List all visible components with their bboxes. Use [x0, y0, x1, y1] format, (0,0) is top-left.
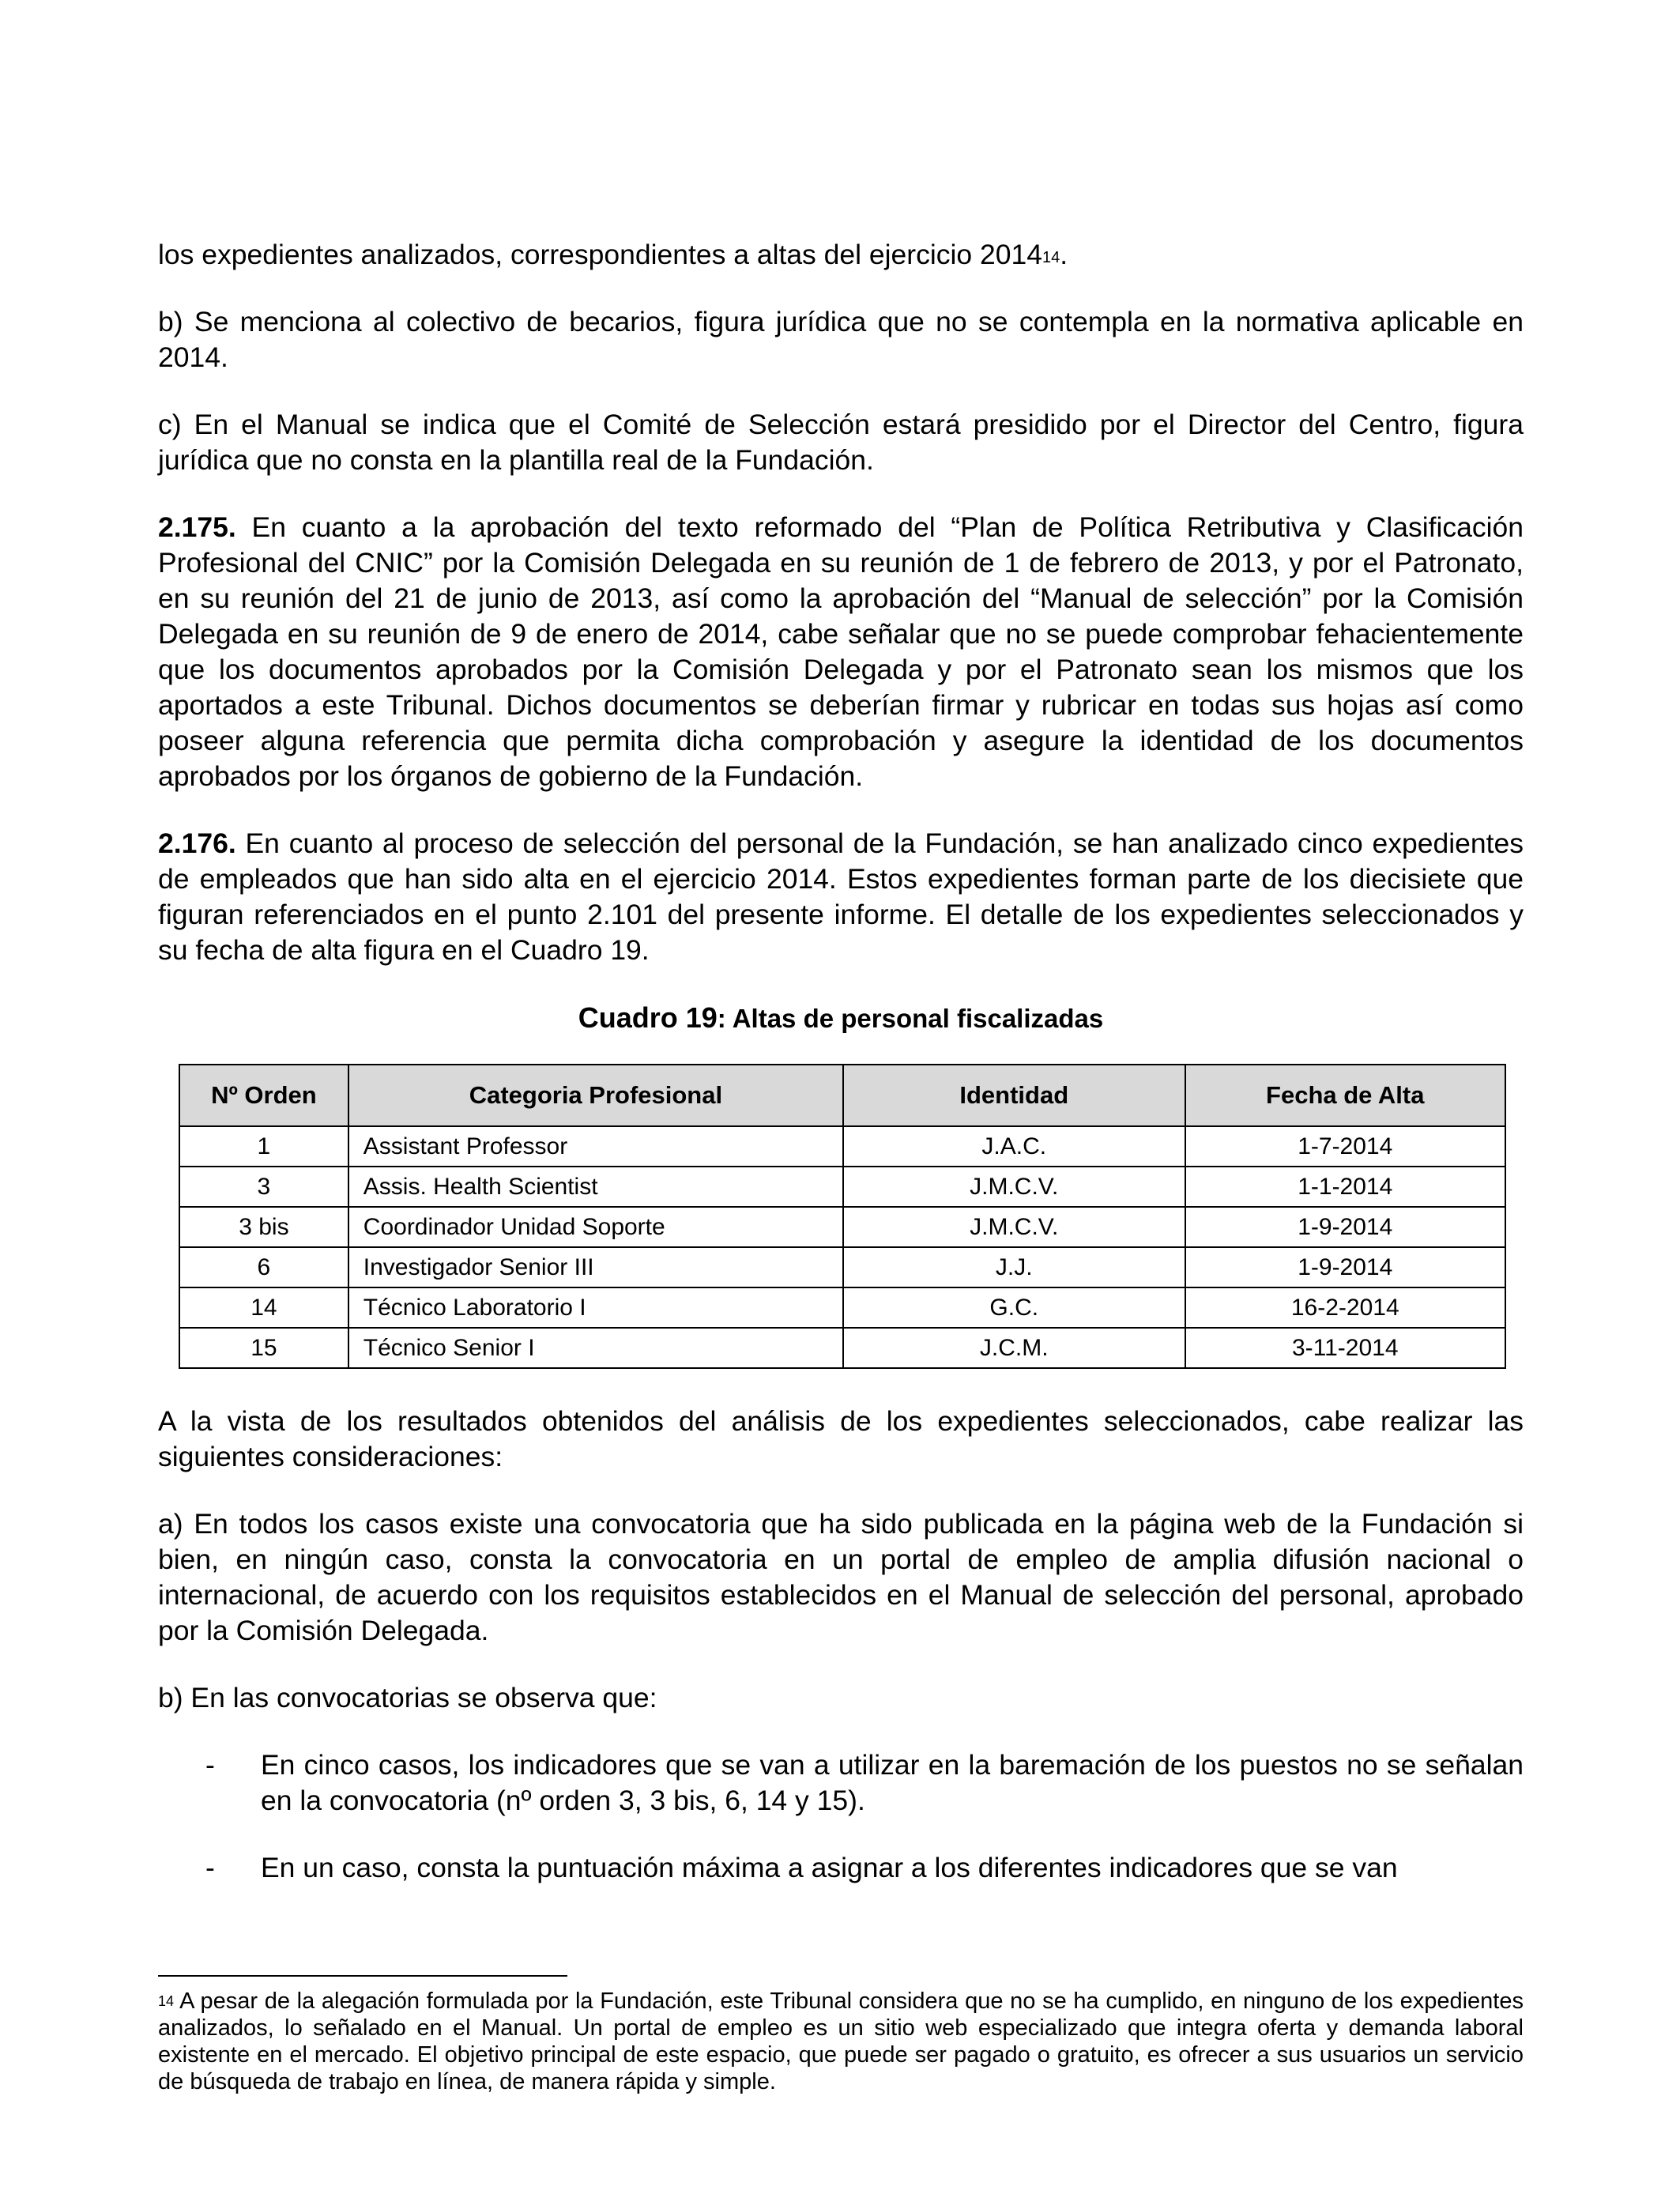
table-row	[179, 1247, 1505, 1287]
document-page	[158, 237, 1524, 1917]
cell-orden: 3	[179, 1167, 348, 1207]
table-title	[158, 1000, 1524, 1036]
cell-identidad: J.A.C.	[843, 1126, 1185, 1167]
cell-fecha: 16-2-2014	[1185, 1287, 1506, 1328]
cell-fecha: 1-1-2014	[1185, 1167, 1506, 1207]
footnote-reference[interactable]: 14	[1042, 249, 1060, 266]
paragraph-text: En cuanto al proceso de selección del personal de la Fundación, se han analizado cinco expedientes de empleados que han sido alta en el ejercicio 2014. Estos expedientes forman parte de los diecisiete que figuran referenciados en el punto 2.101 del presente informe. El detalle de los expedientes seleccionados y su fecha de alta figura en el Cuadro 19.	[158, 827, 1524, 966]
paragraph-b: b) Se menciona al colectivo de becarios, figura jurídica que no se contempla en la normativa aplicable en 2014.	[158, 306, 1524, 373]
cell-identidad: J.J.	[843, 1247, 1185, 1287]
altas-table	[179, 1064, 1506, 1369]
bullet-dash: -	[205, 1852, 215, 1883]
table-header-row	[179, 1065, 1505, 1126]
table-row	[179, 1167, 1505, 1207]
cell-identidad: J.C.M.	[843, 1328, 1185, 1368]
cell-identidad: G.C.	[843, 1287, 1185, 1328]
cell-categoria: Coordinador Unidad Soporte	[348, 1207, 843, 1247]
table-row	[179, 1287, 1505, 1328]
bullet-dash: -	[205, 1749, 215, 1781]
cell-categoria: Assis. Health Scientist	[348, 1167, 843, 1207]
paragraph-2-175	[158, 510, 1524, 794]
paragraph-number: 2.176.	[158, 827, 236, 859]
header-identidad: Identidad	[843, 1065, 1185, 1126]
table-row	[179, 1126, 1505, 1167]
cell-fecha: 3-11-2014	[1185, 1328, 1506, 1368]
cell-identidad: J.M.C.V.	[843, 1207, 1185, 1247]
cell-categoria: Assistant Professor	[348, 1126, 843, 1167]
bullet-text: En un caso, consta la puntuación máxima a asignar a los diferentes indicadores que se van	[261, 1852, 1398, 1883]
footnote-number: 14	[158, 1993, 175, 2009]
paragraph-b-convocatorias: b) En las convocatorias se observa que:	[158, 1682, 657, 1713]
cell-orden: 15	[179, 1328, 348, 1368]
paragraph-c: c) En el Manual se indica que el Comité de Selección estará presidido por el Director del Centro, figura jurídica que no consta en la plantilla real de la Fundación.	[158, 409, 1524, 476]
cell-fecha: 1-9-2014	[1185, 1207, 1506, 1247]
cell-categoria: Técnico Senior I	[348, 1328, 843, 1368]
paragraph-number: 2.175.	[158, 511, 236, 543]
cell-fecha: 1-7-2014	[1185, 1126, 1506, 1167]
header-orden: Nº Orden	[179, 1065, 348, 1126]
footnote	[158, 1988, 1524, 2095]
table-title-main: Cuadro 19	[578, 1001, 718, 1034]
cell-orden: 6	[179, 1247, 348, 1287]
paragraph-2-176	[158, 826, 1524, 968]
paragraph-text: En cuanto a la aprobación del texto reformado del “Plan de Política Retributiva y Clasificación Profesional del CNIC” por la Comisión Delegada en su reunión de 1 de febrero de 2013, y por el Patronato, en su reunión del 21 de junio de 2013, así como la aprobación del “Manual de selección” por la Comisión Delegada en su reunión de 9 de enero de 2014, cabe señalar que no se puede comprobar fehacientemente que los documentos aprobados por la Comisión Delegada y por el Patronato sean los mismos que los aportados a este Tribunal. Dichos documentos se deberían firmar y rubricar en todas sus hojas así como poseer alguna referencia que permita dicha comprobación y asegure la identidad de los documentos aprobados por los órganos de gobierno de la Fundación.	[158, 511, 1524, 792]
header-fecha: Fecha de Alta	[1185, 1065, 1506, 1126]
bullet-text: En cinco casos, los indicadores que se van a utilizar en la baremación de los puestos no se señalan en la convocatoria (nº orden 3, 3 bis, 6, 14 y 15).	[261, 1749, 1524, 1816]
cell-categoria: Técnico Laboratorio I	[348, 1287, 843, 1328]
header-categoria: Categoria Profesional	[348, 1065, 843, 1126]
paragraph-a: a) En todos los casos existe una convocatoria que ha sido publicada en la página web de la Fundación si bien, en ningún caso, consta la convocatoria en un portal de empleo de amplia difusión nacional o internacional, de acuerdo con los requisitos establecidos en el Manual de selección del personal, aprobado por la Comisión Delegada.	[158, 1508, 1524, 1646]
paragraph-consideraciones: A la vista de los resultados obtenidos del análisis de los expedientes seleccionados, cabe realizar las siguientes consideraciones:	[158, 1405, 1524, 1472]
cell-fecha: 1-9-2014	[1185, 1247, 1506, 1287]
table-row	[179, 1207, 1505, 1247]
footnote-text: A pesar de la alegación formulada por la Fundación, este Tribunal considera que no se ha cumplido, en ninguno de los expedientes analizados, lo señalado en el Manual. Un portal de empleo es un sitio web especializado que integra oferta y demanda laboral existente en el mercado. El objetivo principal de este espacio, que puede ser pagado o gratuito, es ofrecer a sus usuarios un servicio de búsqueda de trabajo en línea, de manera rápida y simple.	[158, 1989, 1524, 2094]
paragraph-text: los expedientes analizados, correspondientes a altas del ejercicio 2014	[158, 239, 1042, 270]
cell-orden: 3 bis	[179, 1207, 348, 1247]
paragraph-continuation: los expedientes analizados, correspondientes a altas del ejercicio 2014$^{14}$.	[158, 239, 1068, 270]
footnote-separator	[158, 1975, 567, 1977]
table-title-sub: : Altas de personal fiscalizadas	[717, 1004, 1104, 1033]
table-row	[179, 1328, 1505, 1368]
cell-identidad: J.M.C.V.	[843, 1167, 1185, 1207]
cell-orden: 1	[179, 1126, 348, 1167]
cell-orden: 14	[179, 1287, 348, 1328]
bullet-item	[158, 1747, 1524, 1819]
bullet-item	[158, 1850, 1524, 1886]
cell-categoria: Investigador Senior III	[348, 1247, 843, 1287]
